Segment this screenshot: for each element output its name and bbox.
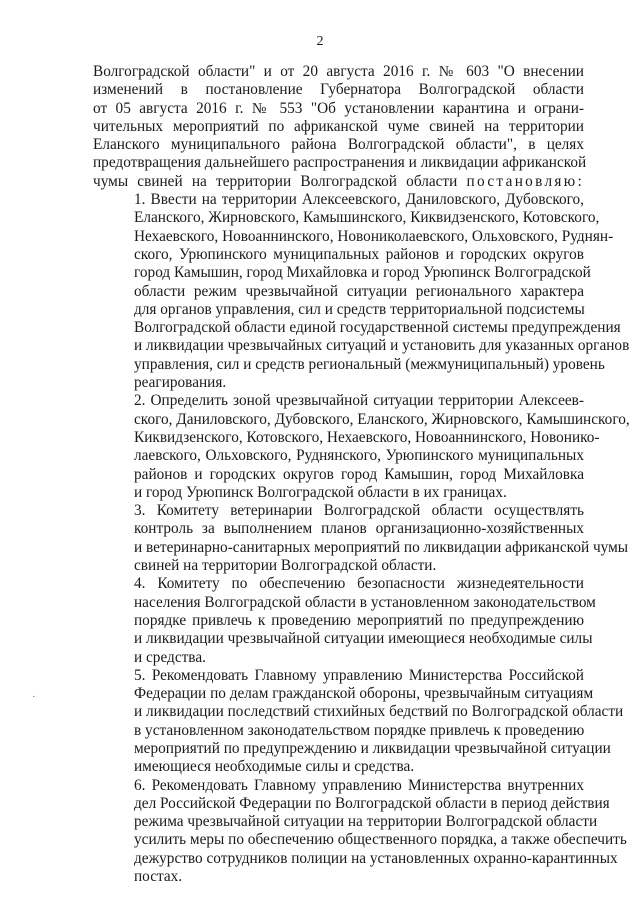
text-line: управления, сил и средств региональный (межмуниципальный) уровень [134,355,605,373]
text-line: и средства. [134,648,206,666]
text-line: населения Волгоградской области в установленном законодательством [134,593,596,611]
page-number: 2 [316,34,324,49]
text-line: мероприятий по предупреждению и ликвидации чрезвычайной ситуации [134,739,611,757]
text-line: Нехаевского, Новоаннинского, Новониколаевского, Ольховского, Руднян- [134,227,614,245]
text-line: дежурство сотрудников полиции на установленных охранно-карантинных [134,849,618,867]
numbered-paragraph [93,392,630,502]
text-line: Волгоградской области единой государственной системы предупреждения [134,319,621,337]
intro-paragraph [93,63,587,191]
decree-keyword: постановляю: [466,172,585,190]
text-line: 3. Комитету ветеринарии Волгоградской области осуществлять [134,502,584,520]
text-line: и ликвидации чрезвычайных ситуаций и установить для указанных органов [134,337,630,355]
text-line: ского, Урюпинского муниципальных районов и городских округов [134,245,584,263]
numbered-paragraphs [93,191,630,886]
text-line: режима чрезвычайной ситуации на территории Волгоградской области [134,813,598,831]
document-body [93,63,630,886]
margin-mark: · [32,691,36,703]
text-line: дел Российской Федерации по Волгоградской области в период действия [134,794,610,812]
text-line: области режим чрезвычайной ситуации регионального характера [134,282,584,300]
text-line: Еланского, Жирновского, Камышинского, Киквидзенского, Котовского, [134,209,600,227]
text-line: и ликвидации последствий стихийных бедствий по Волгоградской области [134,703,624,721]
text-line: порядке привлечь к проведению мероприятий по предупреждению [134,611,584,629]
text-line: 6. Рекомендовать Главному управлению Министерства внутренних [134,776,584,794]
text-line [93,173,584,191]
text-line: 2. Определить зоной чрезвычайной ситуации территории Алексеев- [134,392,584,410]
text-line: для органов управления, сил и средств территориальной подсистемы [134,300,585,318]
text-line: Федерации по делам гражданской обороны, чрезвычайным ситуациям [134,685,594,703]
text-line: контроль за выполнением планов организационно-хозяйственных [134,520,584,538]
text-line: 1. Ввести на территории Алексеевского, Даниловского, Дубовского, [134,191,584,209]
text-line: 4. Комитету по обеспечению безопасности жизнедеятельности [134,575,584,593]
text-line: город Камышин, город Михайловка и город Урюпинск Волгоградской [134,264,591,282]
text-line: имеющиеся необходимые силы и средства. [134,758,415,776]
numbered-paragraph [93,666,624,777]
numbered-paragraph [93,575,596,666]
text-line: Киквидзенского, Котовского, Нехаевского, Новоаннинского, Новонико- [134,428,600,446]
text-line: изменений в постановление Губернатора Волгоградской области [93,81,584,99]
text-line: Еланского муниципального района Волгоградской области", в целях [93,136,584,154]
text-line: в установленном законодательством порядке привлечь к проведению [134,721,585,739]
text-line: свиней на территории Волгоградской области. [134,557,437,575]
text-line: и ликвидации чрезвычайной ситуации имеющиеся необходимые силы [134,630,593,648]
text-line: от 05 августа 2016 г. № 553 "Об установлении карантина и ограни- [93,99,584,117]
text-line: усилить меры по обеспечению общественного порядка, а также обеспечить [134,831,627,849]
intro-last-line-text: чумы свиней на территории Волгоградской области [93,172,458,190]
text-line: 5. Рекомендовать Главному управлению Министерства Российской [134,666,584,684]
text-line: лаевского, Ольховского, Руднянского, Урюпинского муниципальных [134,447,584,465]
text-line: районов и городских округов город Камышин, город Михайловка [134,465,584,483]
numbered-paragraph [93,191,630,392]
text-line: чительных мероприятий по африканской чуме свиней на территории [93,117,584,135]
text-line: предотвращения дальнейшего распространения и ликвидации африканской [93,154,587,172]
text-line: Волгоградской области" и от 20 августа 2016 г. № 603 "О внесении [93,63,584,80]
text-line: реагирования. [134,374,227,392]
text-line: и ветеринарно-санитарных мероприятий по ликвидации африканской чумы [134,538,629,556]
text-line: и город Урюпинск Волгоградской области в их границах. [134,483,507,501]
text-line: ского, Даниловского, Дубовского, Еланского, Жирновского, Камышинского, [134,410,630,428]
numbered-paragraph [93,776,627,887]
numbered-paragraph [93,502,629,575]
text-line: постах. [134,868,183,886]
